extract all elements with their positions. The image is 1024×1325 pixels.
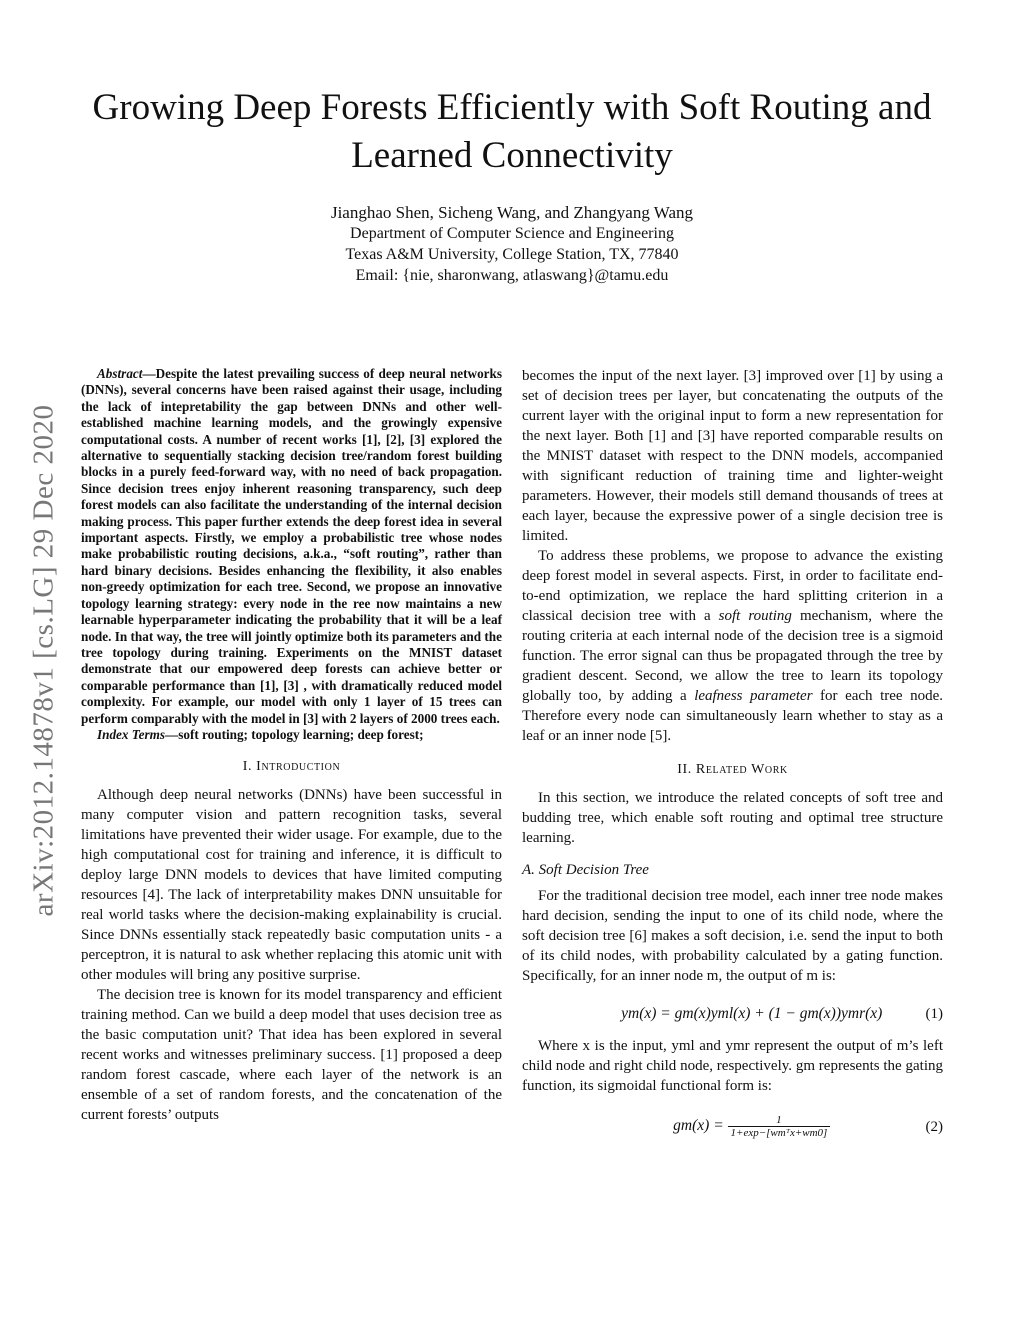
abstract-text: —Despite the latest prevailing success of deep neural networks (DNNs), several concerns have been raised against their usage, including the lack of intepretability the gap between DNNs and other well-established machine learning models, and the growingly expensive computational costs. A number of recent works [1], [2], [3] explored the alternative to sequentially stacking decision tree/random forest building blocks in a purely feed-forward way, with no need of back propagation. Since decision trees enjoy inherent reasoning transparency, such deep forest models can also facilitate the understanding of the internal decision making process. This paper further extends the deep forest idea in several important aspects. Firstly, we employ a probabilistic tree whose nodes make probabilistic routing decisions, a.k.a., “soft routing”, rather than hard binary decisions. Besides enhancing the flexibility, it also enables non-greedy optimization for each tree. Second, we propose an innovative topology learning strategy: every node in the ree now maintains a new learnable hyperparameter indicating the probability that it will be a leaf node. In that way, the tree will jointly optimize both its parameters and the tree topology during training. Experiments on the MNIST dataset demonstrate that our empowered deep forests can achieve better or comparable performance than [1], [3] , with dramatically reduced model complexity. For example, our model with only 1 layer of 15 trees can perform comparably with the model in [3] with 2 layers of 2000 trees each. [81,366,502,726]
index-terms-text: —soft routing; topology learning; deep forest; [165,726,424,742]
intro-paragraph-2: The decision tree is known for its model transparency and efficient training method. Can we build a deep model that uses decision tree as the basic computation unit? That idea has been explored in several recent works and witnesses preliminary success. [1] proposed a deep random forest cascade, where each layer of the network is an ensemble of a set of random forests, and the concatenation of the current forests’ outputs [81,987,502,1124]
paper-title: Growing Deep Forests Efficiently with Soft Routing and Learned Connectivity [92,87,932,176]
p2-emphasis-soft-routing: soft routing [718,608,792,624]
equation-1-expression: ym(x) = gm(x)yml(x) + (1 − gm(x))ymr(x) [621,1005,883,1022]
equation-2-numerator: 1 [728,1114,831,1127]
author-university: Texas A&M University, College Station, TX, 77840 [345,246,679,263]
equation-2-denominator: 1+exp−[wmᵀx+wm0] [730,1127,828,1139]
gating-paragraph: Where x is the input, yml and ymr represent the output of m’s left child node and right child node, respectively. gm represents the gating function, its sigmoidal functional form is: [522,1038,943,1094]
p2-emphasis-leafness: leafness parameter [694,688,813,704]
equation-2-lhs: gm(x) = [673,1117,724,1135]
soft-tree-paragraph: For the traditional decision tree model, each inner tree node makes hard decision, sending the input to one of its child node, where the soft decision tree [6] makes a soft decision, i.e. send the input to both of its child nodes, with probability calculated by a gating function. Specifically, for an inner node m, the output of m is: [522,888,943,984]
p2-text-a: To address these problems, we propose to advance the existing deep forest model in several aspects. First, in order to facilitate end-to-end optimization, we replace the hard splitting criterion in a classical decision tree with a [522,548,943,624]
arxiv-watermark [18,350,70,970]
subsection-heading-soft-tree: A. Soft Decision Tree [522,862,649,878]
p2-text-c: for each tree node. Therefore every node can simultaneously learn whether to stay as a leaf or an inner node [5]. [522,688,943,744]
right-column [522,366,943,1151]
author-block [212,202,812,286]
right-paragraph-2 [522,546,943,746]
abstract-label: Abstract [97,366,143,381]
equation-1 [522,1004,943,1024]
equation-2-fraction [728,1114,831,1139]
equation-2-expression [578,1114,926,1139]
section-heading-introduction: I. Introduction [242,759,341,775]
right-paragraph-1: becomes the input of the next layer. [3] improved over [1] by using a set of decision trees per layer, but concatenating the outputs of the current layer with the original input to form a new representation for the next layer. Both [1] and [3] have reported comparable results on the MNIST dataset with respect to the DNN models, accompanied with significant reduction of training time and lighter-weight parameters. However, their models still demand thousands of trees at each layer, because the expressive power of a single decision tree is limited. [522,368,943,544]
section-heading-related-work: II. Related Work [677,762,788,777]
author-email: Email: {nie, sharonwang, atlaswang}@tamu.edu [355,267,669,284]
equation-2-number: (2) [925,1118,943,1135]
abstract [81,366,502,727]
p2-text-b: mechanism, where the routing criteria at each internal node of the decision tree is a sigmoid function. The error signal can thus be propagated through the tree by gradient descent. Second, we allow the tree to learn its topology globally too, by adding a [522,608,943,704]
equation-2 [522,1114,943,1139]
related-work-paragraph: In this section, we introduce the related concepts of soft tree and budding tree, which enable soft routing and optimal tree structure learning. [522,790,943,846]
index-terms-label: Index Terms [97,726,166,742]
equation-1-number: (1) [925,1006,943,1022]
author-department: Department of Computer Science and Engineering [350,225,674,242]
arxiv-id: arXiv:2012.14878v1 [cs.LG] 29 Dec 2020 [27,404,60,916]
left-column [81,366,502,1125]
index-terms [81,727,502,743]
intro-paragraph-1: Although deep neural networks (DNNs) have been successful in many computer vision and pattern recognition tasks, several limitations have prevented their wider usage. For example, due to the high computational cost for training and inference, it is difficult to deploy large DNN models to devices that have limited computing resources [4]. The lack of interpretability makes DNN unsuitable for real world tasks where the decision-making explainability is crucial. Since DNNs essentially stack repeatedly basic computation units - a perceptron, it is natural to ask whether replacing this atomic unit with other modules will bring any positive surprise. [81,787,502,984]
author-names: Jianghao Shen, Sicheng Wang, and Zhangyang Wang [330,203,694,222]
